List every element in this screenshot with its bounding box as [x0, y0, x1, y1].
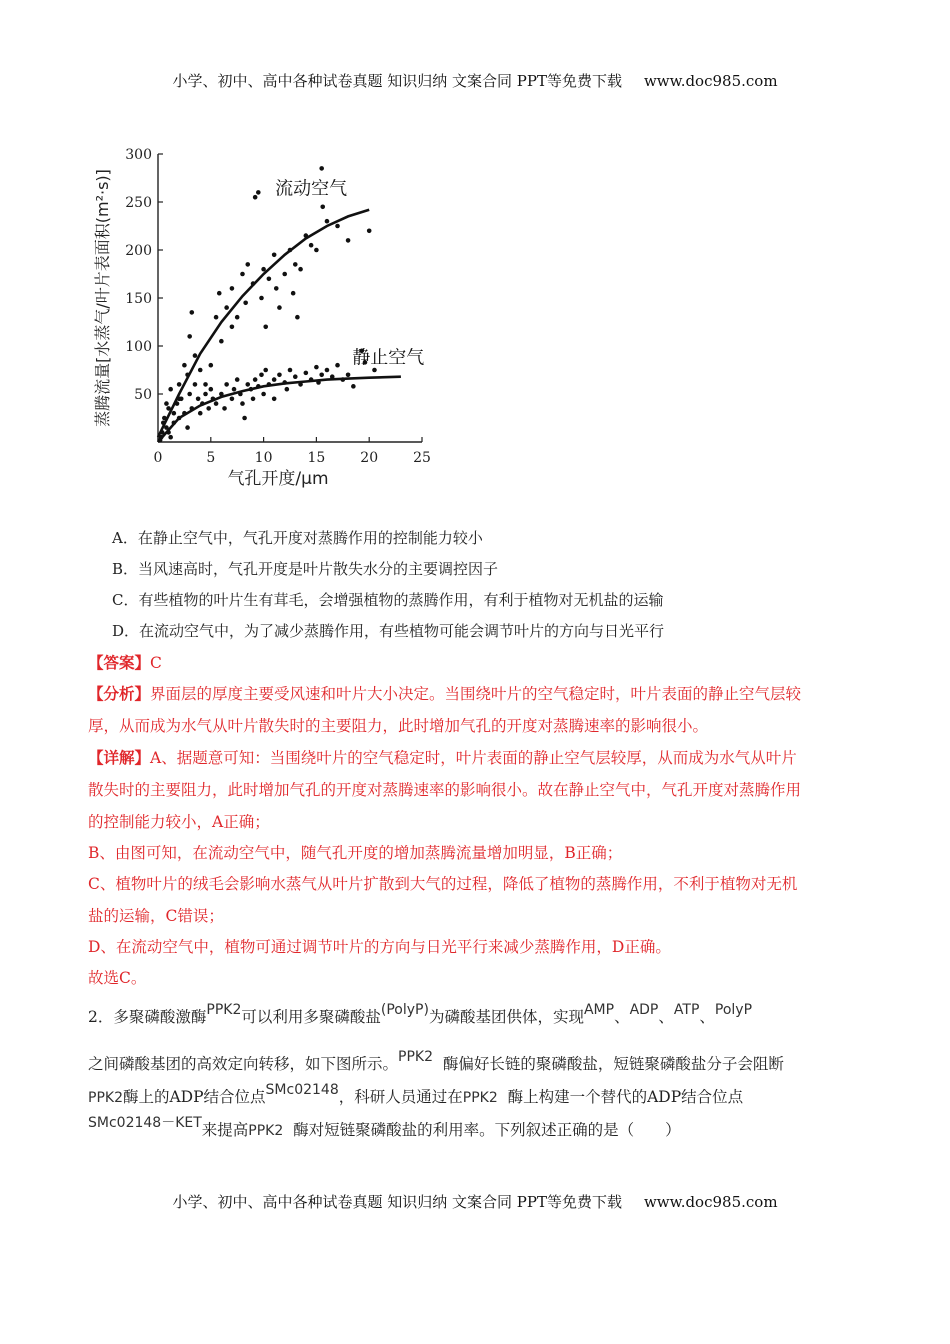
flowing-air-point: [198, 368, 203, 373]
page-footer: [0, 1191, 950, 1212]
still-air-point: [272, 377, 277, 382]
flowing-air-point: [187, 334, 192, 339]
flowing-air-point: [320, 205, 325, 210]
still-air-point: [230, 397, 235, 402]
q2-sep-2: 、: [658, 1008, 674, 1026]
still-air-point: [214, 401, 219, 406]
detail-text-1: A、据题意可知：当围绕叶片的空气稳定时，叶片表面的静止空气层较厚，从而成为水气从叶片: [150, 749, 797, 767]
flowing-air-point: [282, 272, 287, 277]
q2-line3-text-a: 酶上的ADP结合位点: [122, 1088, 266, 1106]
still-air-point: [288, 368, 293, 373]
still-air-point: [245, 382, 250, 387]
flowing-air-point: [224, 305, 229, 310]
footer-url[interactable]: www.doc985.com: [643, 1193, 778, 1211]
still-air-point: [179, 397, 184, 402]
page-header: [0, 70, 950, 91]
q2-line2-text: 之间磷酸基团的高效定向转移，如下图所示。: [88, 1055, 399, 1073]
q2-sep-3: 、: [699, 1008, 715, 1026]
flowing-air-point: [209, 363, 214, 368]
header-text: 小学、初中、高中各种试卷真题 知识归纳 文案合同 PPT等免费下载: [172, 72, 622, 90]
q2-line4-text-a: 来提高: [201, 1121, 249, 1139]
still-air-point: [351, 384, 356, 389]
detail-line-3: 的控制能力较小，A正确；: [88, 813, 270, 831]
still-air-point: [372, 368, 377, 373]
q2-adp: ADP: [629, 1002, 659, 1018]
option-a: A．在静止空气中，气孔开度对蒸腾作用的控制能力较小: [112, 529, 483, 547]
chart-labels: [275, 178, 424, 368]
flowing-air-point: [295, 315, 300, 320]
flowing-air-point: [263, 325, 268, 330]
q2-sep-1: 、: [614, 1008, 630, 1026]
detail-line-5: C、植物叶片的绒毛会影响水蒸气从叶片扩散到大气的过程，降低了植物的蒸腾作用，不利于植物对无机: [88, 875, 798, 893]
question2-line-2: [88, 1049, 784, 1074]
flowing-air-point: [319, 166, 324, 171]
still-air-point: [314, 365, 319, 370]
still-air-point: [193, 382, 198, 387]
footer-text: 小学、初中、高中各种试卷真题 知识归纳 文案合同 PPT等免费下载: [172, 1193, 622, 1211]
q2-text-1: 可以利用多聚磷酸盐: [241, 1008, 381, 1026]
still-air-point: [259, 373, 264, 378]
still-air-point: [277, 373, 282, 378]
flowing-air-label: 流动空气: [275, 178, 348, 200]
detail-line-6: 盐的运输，C错误；: [88, 907, 224, 925]
q2-number: 2．多聚磷酸激酶: [88, 1008, 207, 1026]
q2-line3-text-b: ，科研人员通过在: [338, 1088, 463, 1106]
detail-line-1: [88, 746, 797, 768]
still-air-point: [222, 406, 227, 411]
still-air-point: [285, 387, 290, 392]
q2-line2-text-b: 酶偏好长链的聚磷酸盐，短链聚磷酸盐分子会阻断: [442, 1055, 784, 1073]
flowing-air-point: [314, 248, 319, 253]
flowing-air-point: [217, 291, 222, 296]
answer-label: 【答案】: [88, 653, 151, 672]
q2-text-2: 为磷酸基团供体，实现: [428, 1008, 584, 1026]
y-tick-label: 50: [134, 387, 152, 403]
flowing-air-point: [272, 253, 277, 258]
flowing-air-point: [335, 224, 340, 229]
flowing-air-point: [230, 286, 235, 291]
flowing-air-point: [189, 310, 194, 315]
header-url[interactable]: www.doc985.com: [643, 72, 778, 90]
flowing-air-point: [274, 286, 279, 291]
q2-line2-ppk2: PPK2: [398, 1049, 433, 1065]
chart-axes: [93, 147, 431, 489]
q2-line3-ppk2: PPK2: [88, 1090, 123, 1106]
question2-line-3: [88, 1082, 744, 1107]
flowing-air-point: [230, 325, 235, 330]
flowing-air-point: [193, 353, 198, 358]
still-air-point: [304, 371, 309, 376]
answer-value: C: [150, 654, 162, 672]
analysis-label: 【分析】: [88, 684, 151, 703]
y-axis-label: 蒸腾流量[水蒸气/叶片表面积(m²·s)]: [93, 169, 112, 427]
chart-fit-lines: [158, 210, 401, 442]
x-tick-label: 20: [360, 450, 379, 466]
flowing-air-point: [164, 401, 169, 406]
still-air-point: [232, 387, 237, 392]
flowing-air-point: [214, 315, 219, 320]
still-air-point: [325, 368, 330, 373]
still-air-point: [224, 382, 229, 387]
q2-ppk2: PPK2: [206, 1002, 242, 1018]
flowing-air-point: [256, 190, 261, 195]
flowing-air-point: [245, 262, 250, 267]
flowing-air-point: [346, 238, 351, 243]
q2-smc: SMc02148: [265, 1082, 339, 1098]
option-b: B．当风速高时，气孔开度是叶片散失水分的主要调控因子: [112, 560, 499, 578]
still-air-point: [242, 416, 247, 421]
flowing-air-point: [235, 315, 240, 320]
still-air-point: [319, 373, 324, 378]
detail-line-2: 散失时的主要阻力，此时增加气孔的开度对蒸腾速率的影响很小。故在静止空气中，气孔开度对蒸腾作用: [88, 781, 802, 799]
q2-polyp: PolyP: [714, 1002, 753, 1018]
flowing-air-point: [182, 363, 187, 368]
flowing-air-point: [367, 229, 372, 234]
chart-points: [158, 166, 377, 442]
q2-line3-ppk2-b: PPK2: [462, 1090, 498, 1106]
analysis-line-2: 厚，从而成为水气从叶片散失时的主要阻力，此时增加气孔的开度对蒸腾速率的影响很小。: [88, 717, 709, 735]
flowing-air-point: [243, 301, 248, 306]
detail-line-4: B、由图可知，在流动空气中，随气孔开度的增加蒸腾流量增加明显，B正确；: [88, 844, 623, 862]
y-tick-label: 250: [125, 195, 152, 211]
flowing-air-point: [277, 305, 282, 310]
q2-amp: AMP: [583, 1002, 615, 1018]
still-air-point: [272, 397, 277, 402]
answer-line: [88, 651, 162, 673]
analysis-line-1: [88, 682, 801, 704]
x-tick-label: 10: [254, 450, 273, 466]
x-tick-label: 25: [413, 450, 431, 466]
y-tick-label: 200: [125, 243, 152, 259]
still-air-point: [251, 397, 256, 402]
still-air-point: [263, 368, 268, 373]
still-air-point: [209, 387, 214, 392]
flowing-air-point: [293, 262, 298, 267]
q2-line3-text-c: 酶上构建一个替代的ADP结合位点: [507, 1088, 744, 1106]
still-air-point: [253, 377, 258, 382]
still-air-point: [206, 406, 211, 411]
flowing-air-point: [240, 272, 245, 277]
flowing-air-point: [267, 277, 272, 282]
q2-polyp-paren: (PolyP): [380, 1002, 429, 1018]
still-air-point: [346, 373, 351, 378]
flowing-air-point: [291, 291, 296, 296]
detail-line-8: 故选C。: [88, 969, 147, 987]
flowing-air-point: [177, 382, 182, 387]
still-air-point: [203, 392, 208, 397]
flowing-air-point: [168, 387, 173, 392]
still-air-point: [187, 392, 192, 397]
flowing-air-point: [253, 195, 258, 200]
question2-line-1: [88, 1002, 753, 1027]
flowing-air-point: [219, 339, 224, 344]
flowing-air-point: [259, 296, 264, 301]
q2-atp: ATP: [673, 1002, 700, 1018]
flowing-air-point: [172, 411, 177, 416]
detail-label: 【详解】: [88, 748, 151, 767]
still-air-point: [335, 363, 340, 368]
still-air-point: [235, 377, 240, 382]
still-air-point: [168, 435, 173, 440]
still-air-point: [293, 374, 298, 379]
y-tick-label: 300: [125, 147, 152, 163]
option-c: C．有些植物的叶片生有茸毛，会增强植物的蒸腾作用，有利于植物对无机盐的运输: [112, 591, 664, 609]
still-air-point: [240, 401, 245, 406]
q2-smc-ket: SMc02148－KET: [88, 1115, 202, 1131]
still-air-point: [196, 397, 201, 402]
q2-line4-text-b: 酶对短链聚磷酸盐的利用率。下列叙述正确的是（ ）: [293, 1121, 681, 1139]
analysis-text-1: 界面层的厚度主要受风速和叶片大小决定。当围绕叶片的空气稳定时，叶片表面的静止空气层较: [150, 685, 802, 703]
x-tick-label: 5: [206, 450, 216, 466]
q2-line4-ppk2: PPK2: [248, 1123, 284, 1139]
y-tick-label: 150: [125, 291, 152, 307]
flowing-air-point: [325, 219, 330, 224]
flowing-air-point: [203, 382, 208, 387]
x-axis-label: 气孔开度/μm: [227, 469, 329, 489]
x-tick-label: 0: [153, 450, 163, 466]
x-tick-label: 15: [307, 450, 326, 466]
option-d: D．在流动空气中，为了减少蒸腾作用，有些植物可能会调节叶片的方向与日光平行: [112, 622, 665, 640]
flowing-air-point: [309, 243, 314, 248]
still-air-point: [198, 411, 203, 416]
still-air-point: [261, 392, 266, 397]
detail-line-7: D、在流动空气中，植物可通过调节叶片的方向与日光平行来减少蒸腾作用，D正确。: [88, 938, 671, 956]
flowing-air-fit-line: [158, 210, 369, 438]
question2-line-4: [88, 1115, 681, 1140]
still-air-label: 静止空气: [352, 347, 425, 369]
y-tick-label: 100: [125, 339, 152, 355]
still-air-point: [185, 425, 190, 430]
transpiration-chart: [88, 140, 458, 500]
flowing-air-point: [298, 267, 303, 272]
